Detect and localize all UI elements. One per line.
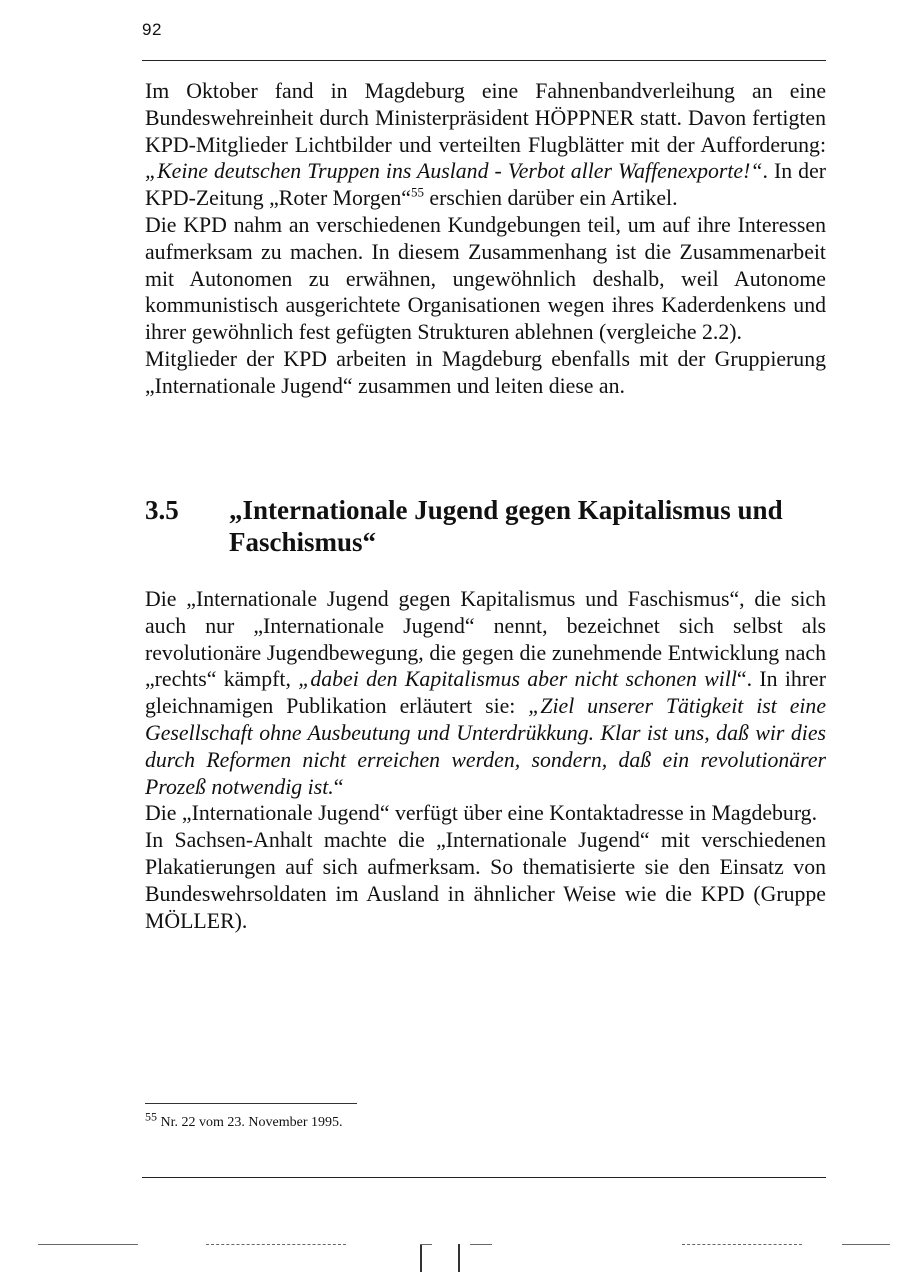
scan-edge-mark <box>842 1244 890 1245</box>
paragraph-fahnenband <box>145 78 826 212</box>
footnote-reference: 55 <box>410 184 424 200</box>
text-segment: erschien darüber ein Artikel. <box>423 186 678 211</box>
quote-kapitalismus: „dabei den Kapitalismus aber nicht schonen will <box>298 667 737 692</box>
footnote-rule <box>145 1103 357 1104</box>
scan-edge-mark <box>420 1244 422 1272</box>
text-segment: “ <box>333 774 344 799</box>
text-segment: Die „Internationale Jugend gegen Kapitalismus und Faschismus“, die sich auch nur „Internationale Jugend“ nennt, bezeichnet sich selbst als revolutionäre Jugendbewegung, die gegen die zunehmende Entwicklung nach „rechts“ kämpft, <box>145 587 826 692</box>
footer-rule <box>142 1177 826 1178</box>
section-title: „Internationale Jugend gegen Kapitalismus und Faschismus“ <box>229 495 783 557</box>
paragraph-mitglieder: Mitglieder der KPD arbeiten in Magdeburg ebenfalls mit der Gruppierung „Internationale Jugend“ zusammen und leiten diese an. <box>145 346 826 398</box>
paragraph-selbstbezeichnung <box>145 586 826 800</box>
text-segment: “. In ihrer gleichnamigen Publikation erläutert sie: <box>145 667 826 719</box>
paragraph-plakatierungen: In Sachsen-Anhalt machte die „Internationale Jugend“ mit verschiedenen Plakatierungen auf sich aufmerksam. So thematisierte sie den Einsatz von Bundeswehrsoldaten im Ausland in ähnlicher Weise wie die KPD (Gruppe MÖLLER). <box>145 828 826 933</box>
text-segment: Im Oktober fand in Magdeburg eine Fahnenbandverleihung an eine Bundeswehreinheit durch Ministerpräsident HÖPPNER statt. Davon fertigten KPD-Mitglieder Lichtbilder und verteilten Flugblätter mit der Aufforderung: <box>145 79 826 157</box>
scan-edge-mark <box>458 1244 460 1272</box>
quote-ziel: „Ziel unserer Tätigkeit ist eine Gesellschaft ohne Ausbeutung und Unterdrükkung. Klar ist uns, daß wir dies durch Reformen nicht erreichen werden, sondern, daß ein revolutionärer Prozeß notwendig ist. <box>145 694 826 799</box>
body-text-kpd <box>145 78 826 400</box>
footnote-text: Nr. 22 vom 23. November 1995. <box>157 1115 343 1130</box>
page-number: 92 <box>142 20 162 39</box>
scan-edge-mark <box>38 1244 138 1245</box>
scan-edge-mark <box>682 1244 802 1245</box>
section-number: 3.5 <box>145 495 179 525</box>
paragraph-kundgebungen: Die KPD nahm an verschiedenen Kundgebungen teil, um auf ihre Interessen aufmerksam zu machen. In diesem Zusammenhang ist die Zusammenarbeit mit Autonomen zu erwähnen, ungewöhnlich deshalb, weil Autonome kommunistisch ausgerichtete Organisationen wegen ihres Kaderdenkens und ihrer gewöhnlich fest gefügten Strukturen ablehnen (vergleiche 2.2). <box>145 212 826 345</box>
scan-edge-mark <box>420 1244 432 1245</box>
paragraph-kontaktadresse: Die „Internationale Jugend“ verfügt über eine Kontaktadresse in Magdeburg. <box>145 801 818 826</box>
footnote <box>145 1109 343 1132</box>
scan-edge-mark <box>206 1244 346 1245</box>
body-text-internationale-jugend <box>145 586 826 934</box>
footnote-number: 55 <box>145 1109 157 1124</box>
quote-leaflet: „Keine deutschen Truppen ins Ausland - Verbot aller Waffenexporte!“ <box>145 159 763 184</box>
header-rule <box>142 60 826 61</box>
scan-edge-mark <box>470 1244 492 1245</box>
text-segment: . In der KPD-Zeitung „Roter Morgen“ <box>145 159 826 211</box>
